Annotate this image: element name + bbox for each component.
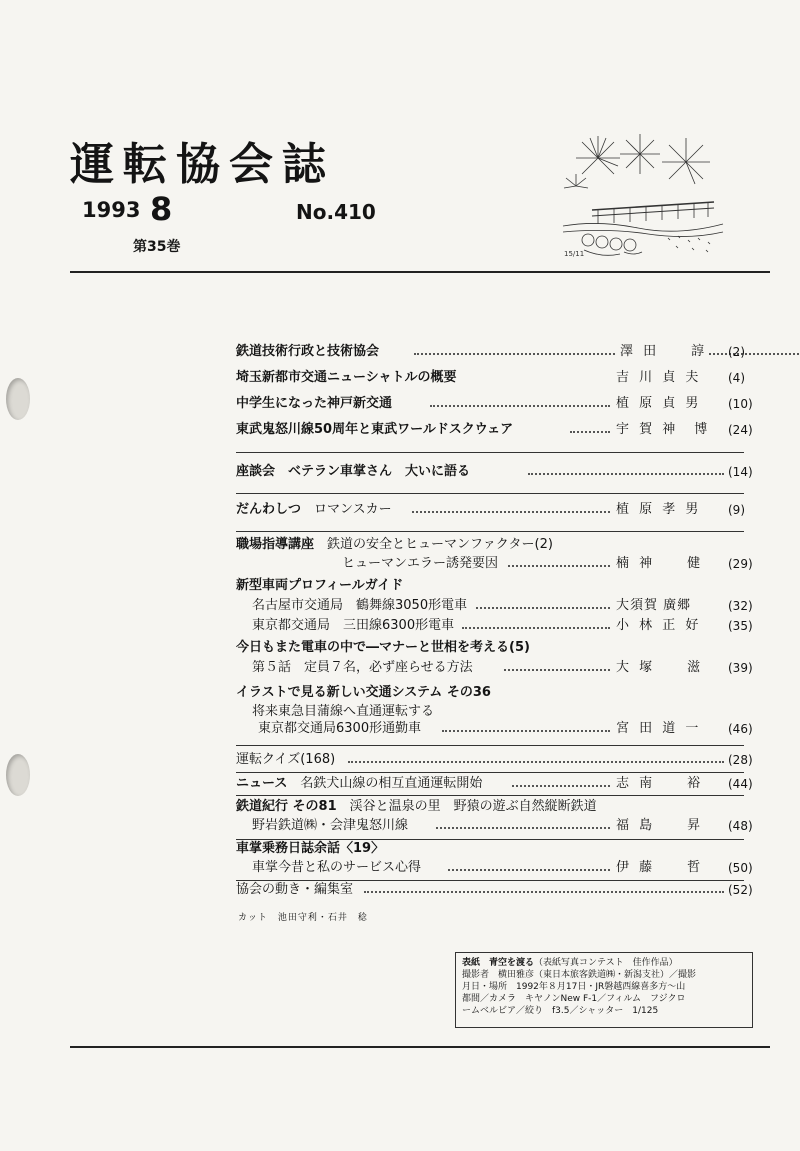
toc-title bbox=[236, 798, 597, 816]
toc-title: 車掌今昔と私のサービス心得 bbox=[252, 860, 422, 875]
toc-entry bbox=[236, 617, 756, 637]
toc-subtitle: 渓谷と温泉の里 野猿の遊ぶ自然縦断鉄道 bbox=[349, 799, 597, 814]
toc-entry bbox=[236, 720, 756, 740]
toc-author: 大 塚 滋 bbox=[616, 660, 704, 675]
toc-subtitle: 鉄道の安全とヒューマンファクター(2) bbox=[327, 537, 553, 552]
toc-page: (4) bbox=[728, 371, 745, 385]
toc-entry bbox=[236, 881, 756, 901]
toc-title: 第５話 定員７名，必ず座らせる方法 bbox=[252, 660, 473, 675]
header-rule bbox=[70, 271, 770, 273]
toc-entry bbox=[236, 840, 756, 860]
section-divider bbox=[236, 452, 744, 453]
leader-dots bbox=[512, 785, 610, 787]
cover-credit-box bbox=[455, 952, 753, 1028]
volume-number: 第35巻 bbox=[133, 239, 181, 255]
toc-entry bbox=[236, 577, 756, 597]
toc-subtitle: ロマンスカー bbox=[314, 502, 392, 517]
toc-title: 東京都交通局 三田線6300形電車 bbox=[252, 618, 455, 633]
toc-author: 楠 神 健 bbox=[616, 556, 704, 571]
toc-title: 新型車両プロフィールガイド bbox=[236, 578, 404, 593]
illustration-signature: 15/11 bbox=[564, 250, 585, 258]
toc-page: (10) bbox=[728, 397, 753, 411]
leader-dots bbox=[436, 827, 610, 829]
leader-dots bbox=[412, 511, 610, 513]
toc-title: 車掌乗務日誌余話〈19〉 bbox=[236, 841, 385, 856]
footer-rule bbox=[70, 1046, 770, 1048]
issue-year: 1993 bbox=[82, 198, 141, 222]
section-divider bbox=[236, 772, 744, 773]
section-divider bbox=[236, 493, 744, 494]
toc-title: 協会の動き・編集室 bbox=[236, 882, 354, 897]
toc-title-text: だんわしつ bbox=[236, 502, 302, 517]
toc-entry bbox=[236, 395, 756, 415]
toc-entry bbox=[236, 555, 756, 575]
toc-entry bbox=[236, 369, 756, 389]
toc-title: 将来東急目蒲線へ直通運転する bbox=[252, 704, 435, 719]
toc-subtitle: 名鉄犬山線の相互直通運転開始 bbox=[300, 776, 483, 791]
issue-number: No.410 bbox=[296, 200, 376, 224]
cover-line: 都間／カメラ キヤノンNew F-1／フィルム フジクロ bbox=[462, 994, 686, 1004]
toc-page: (28) bbox=[728, 753, 753, 767]
toc-title-text: ニュース bbox=[236, 776, 288, 791]
toc-entry bbox=[236, 597, 756, 617]
toc-entry bbox=[236, 343, 756, 363]
toc-author: 小 林 正 好 bbox=[616, 618, 702, 633]
toc-page: (50) bbox=[728, 861, 753, 875]
toc-author: 宮 田 道 一 bbox=[616, 721, 702, 736]
toc-title bbox=[236, 536, 553, 554]
toc-entry bbox=[236, 684, 756, 704]
toc-title: 名古屋市交通局 鶴舞線3050形電車 bbox=[252, 598, 468, 613]
toc-title-text: 職場指導講座 bbox=[236, 537, 315, 552]
issue-month: 8 bbox=[150, 190, 173, 228]
toc-page: (14) bbox=[728, 465, 753, 479]
toc-title: 鉄道技術行政と技術協会 bbox=[236, 344, 380, 359]
toc-entry bbox=[236, 859, 756, 879]
leader-dots bbox=[476, 607, 610, 609]
toc-entry bbox=[236, 501, 756, 521]
toc-title bbox=[236, 775, 482, 793]
leader-dots bbox=[364, 891, 724, 893]
binder-hole-top bbox=[6, 378, 30, 420]
toc-title: 今日もまた電車の中で―マナーと世相を考える(5) bbox=[236, 640, 530, 655]
leader-dots bbox=[528, 473, 724, 475]
leader-dots bbox=[430, 405, 610, 407]
toc-entry bbox=[236, 775, 756, 795]
toc-author: 福 島 昇 bbox=[616, 818, 704, 833]
toc-entry bbox=[236, 421, 756, 441]
toc-author: 植 原 貞 男 bbox=[616, 396, 702, 411]
toc-author: 澤 田 諄 bbox=[616, 343, 707, 361]
leader-dots bbox=[570, 431, 610, 433]
leader-dots bbox=[442, 730, 610, 732]
leader-dots bbox=[504, 669, 610, 671]
toc-page: (32) bbox=[728, 599, 753, 613]
fireworks-bridge-illustration bbox=[558, 128, 728, 260]
toc-page: (29) bbox=[728, 557, 753, 571]
toc-author: 宇 賀 神 博 bbox=[616, 422, 711, 437]
cover-line: 撮影者 横田雅彦（東日本旅客鉄道㈱・新潟支社）／撮影 bbox=[462, 970, 697, 980]
toc-page: (24) bbox=[728, 423, 753, 437]
section-divider bbox=[236, 795, 744, 796]
toc-title: 東武鬼怒川線50周年と東武ワールドスクウェア bbox=[236, 422, 514, 437]
toc-title: 中学生になった神戸新交通 bbox=[236, 396, 393, 411]
toc-author: 吉 川 貞 夫 bbox=[616, 370, 702, 385]
toc-page: (9) bbox=[728, 503, 745, 517]
leader-dots bbox=[462, 627, 610, 629]
toc-entry bbox=[236, 817, 756, 837]
toc-page: (48) bbox=[728, 819, 753, 833]
cover-subtitle: （表紙写真コンテスト 佳作作品） bbox=[534, 958, 678, 968]
cover-line: ームベルビア／絞り f3.5／シャッター 1/125 bbox=[462, 1006, 659, 1016]
toc-title: ヒューマンエラー誘発要因 bbox=[342, 556, 499, 571]
toc-title-text: 鉄道紀行 その81 bbox=[236, 799, 337, 814]
toc-author: 伊 藤 哲 bbox=[616, 860, 704, 875]
toc-page: (2) bbox=[728, 345, 745, 359]
leader-dots bbox=[348, 761, 724, 763]
toc-author: 大須賀 廣郷 bbox=[616, 598, 692, 613]
toc-title: 運転クイズ(168) bbox=[236, 752, 336, 767]
binder-hole-bottom bbox=[6, 754, 30, 796]
toc-entry bbox=[236, 798, 756, 818]
cut-credit: カット 池田守利・石井 稔 bbox=[238, 913, 368, 923]
toc-entry bbox=[236, 463, 756, 483]
toc-page: (52) bbox=[728, 883, 753, 897]
toc-title: 埼玉新都市交通ニューシャトルの概要 bbox=[236, 370, 457, 385]
toc-page: (39) bbox=[728, 661, 753, 675]
section-divider bbox=[236, 745, 744, 746]
cover-line: 月日・場所 1992年８月17日・JR磐越西線喜多方～山 bbox=[462, 982, 686, 992]
magazine-title: 運転協会誌 bbox=[70, 139, 335, 190]
toc-page: (35) bbox=[728, 619, 753, 633]
toc-entry bbox=[236, 536, 756, 556]
leader-dots bbox=[508, 565, 610, 567]
toc-title: イラストで見る新しい交通システム その36 bbox=[236, 685, 491, 700]
toc-page: (46) bbox=[728, 722, 753, 736]
section-divider bbox=[236, 531, 744, 532]
toc-title: 座談会 ベテラン車掌さん 大いに語る bbox=[236, 464, 471, 479]
toc-entry bbox=[236, 639, 756, 659]
toc-title: 東京都交通局6300形通勤車 bbox=[258, 721, 422, 736]
toc-author: 植 原 孝 男 bbox=[616, 502, 702, 517]
cover-heading bbox=[462, 957, 746, 969]
leader-dots bbox=[448, 869, 610, 871]
toc-page: (44) bbox=[728, 777, 753, 791]
toc-author: 志 南 裕 bbox=[616, 776, 704, 791]
toc-title bbox=[236, 501, 392, 519]
cover-title: 表紙 青空を渡る bbox=[462, 958, 535, 968]
toc-entry bbox=[236, 751, 756, 771]
toc-title: 野岩鉄道㈱・会津鬼怒川線 bbox=[252, 818, 409, 833]
toc-entry bbox=[236, 659, 756, 679]
